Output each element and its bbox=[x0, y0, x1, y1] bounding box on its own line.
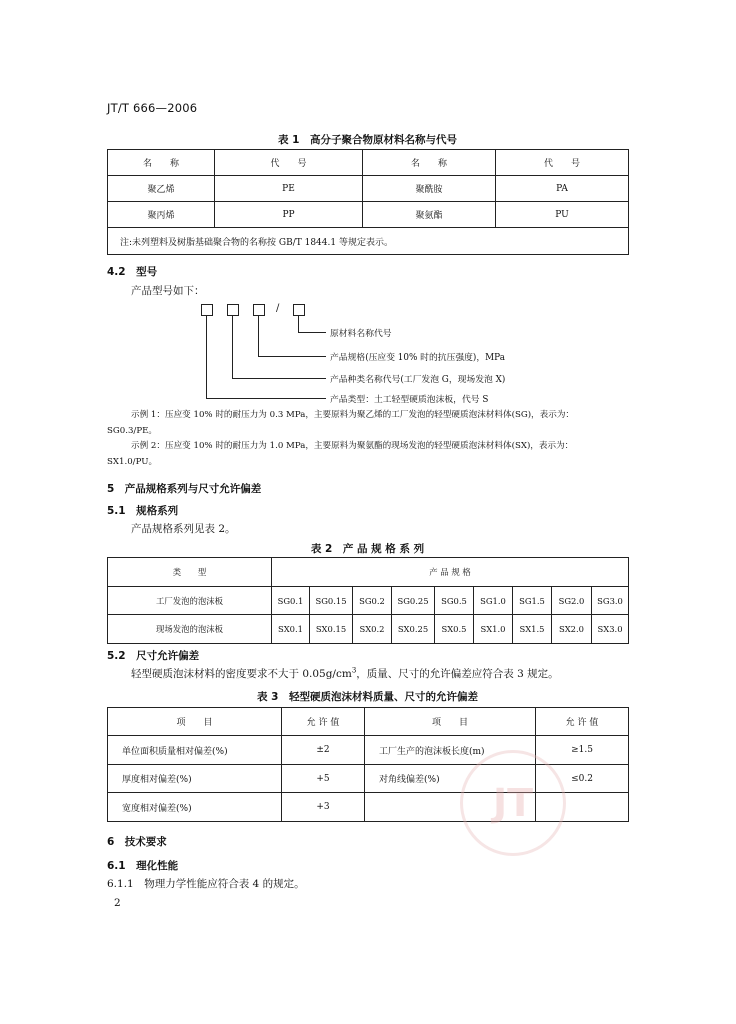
table1-note: 注:未列塑料及树脂基础聚合物的名称按 GB/T 1844.1 等规定表示。 bbox=[108, 228, 629, 255]
section-5-2-text-part2: ，质量、尺寸的允许偏差应符合表 3 规定。 bbox=[356, 668, 559, 680]
table3-header-cell: 项 目 bbox=[365, 708, 536, 736]
table-cell: 聚乙烯 bbox=[108, 176, 215, 202]
table-cell: 现场发泡的泡沫板 bbox=[108, 615, 272, 644]
section-5-2-text bbox=[131, 666, 559, 681]
table-row bbox=[108, 176, 629, 202]
table-cell: 单位面积质量相对偏差(%) bbox=[108, 736, 282, 765]
section-5-1-heading: 5.1 规格系列 bbox=[107, 505, 179, 517]
table-cell: 工厂生产的泡沫板长度(m) bbox=[365, 736, 536, 765]
table-cell: PP bbox=[215, 202, 363, 228]
table-cell: SG0.25 bbox=[392, 587, 435, 615]
connector-line bbox=[258, 356, 326, 357]
table2-header-row bbox=[108, 558, 629, 587]
table-cell: 聚丙烯 bbox=[108, 202, 215, 228]
table-cell: SG0.1 bbox=[272, 587, 310, 615]
section-6-1-1-text: 6.1.1 物理力学性能应符合表 4 的规定。 bbox=[107, 878, 305, 890]
table-cell: SX0.5 bbox=[435, 615, 474, 644]
section-6-1-heading: 6.1 理化性能 bbox=[107, 860, 179, 872]
model-box-type bbox=[201, 304, 213, 316]
table-cell: PE bbox=[215, 176, 363, 202]
table3-header-cell: 项 目 bbox=[108, 708, 282, 736]
table1-note-row bbox=[108, 228, 629, 255]
example-1-cont: SG0.3/PE。 bbox=[107, 426, 157, 436]
model-box-material bbox=[293, 304, 305, 316]
table-cell: SG0.5 bbox=[435, 587, 474, 615]
table-cell: SG0.2 bbox=[353, 587, 392, 615]
section-5-1-text: 产品规格系列见表 2。 bbox=[131, 523, 236, 535]
table-row bbox=[108, 615, 629, 644]
label-product-type: 产品类型：土工轻型硬质泡沫板，代号 S bbox=[330, 395, 489, 405]
table-cell: 工厂发泡的泡沫板 bbox=[108, 587, 272, 615]
label-product-category: 产品种类名称代号(工厂发泡 G，现场发泡 X) bbox=[330, 375, 506, 385]
table-cell: +3 bbox=[282, 793, 365, 822]
table-cell: SX3.0 bbox=[592, 615, 629, 644]
table-cell: 聚氨酯 bbox=[363, 202, 496, 228]
section-5-2-heading: 5.2 尺寸允许偏差 bbox=[107, 650, 200, 662]
connector-line bbox=[298, 332, 326, 333]
table2 bbox=[107, 557, 629, 644]
table-cell: 对角线偏差(%) bbox=[365, 765, 536, 793]
table-cell: SX1.0 bbox=[474, 615, 513, 644]
table1-header-cell: 名 称 bbox=[108, 150, 215, 176]
model-box-category bbox=[227, 304, 239, 316]
table-cell: SG2.0 bbox=[552, 587, 592, 615]
model-box-spec bbox=[253, 304, 265, 316]
table-cell: 宽度相对偏差(%) bbox=[108, 793, 282, 822]
table1-header-row bbox=[108, 150, 629, 176]
table-row bbox=[108, 736, 629, 765]
table-cell: ≤0.2 bbox=[536, 765, 629, 793]
example-1: 示例 1：压应变 10% 时的耐压力为 0.3 MPa，主要原料为聚乙烯的工厂发泡的轻型硬质泡沫材料体(SG)，表示为： bbox=[131, 410, 575, 420]
jt-watermark-logo: JT bbox=[460, 750, 566, 856]
model-slash: / bbox=[276, 303, 280, 314]
connector-line bbox=[232, 316, 233, 378]
section-4-2-heading: 4.2 型号 bbox=[107, 266, 158, 278]
table1-caption: 表 1 高分子聚合物原材料名称与代号 bbox=[278, 134, 457, 146]
table-cell: PA bbox=[496, 176, 629, 202]
label-product-spec: 产品规格(压应变 10% 时的抗压强度)，MPa bbox=[330, 353, 505, 363]
table3-header-cell: 允 许 值 bbox=[536, 708, 629, 736]
table2-header-type: 类 型 bbox=[108, 558, 272, 587]
table3-header-cell: 允 许 值 bbox=[282, 708, 365, 736]
table3-caption: 表 3 轻型硬质泡沫材料质量、尺寸的允许偏差 bbox=[257, 691, 478, 703]
table-cell: SX1.5 bbox=[513, 615, 552, 644]
table-cell: SG0.15 bbox=[310, 587, 353, 615]
table-cell: SX0.25 bbox=[392, 615, 435, 644]
table2-caption: 表 2 产 品 规 格 系 列 bbox=[310, 543, 425, 555]
table1-header-cell: 代 号 bbox=[215, 150, 363, 176]
table-cell: SX2.0 bbox=[552, 615, 592, 644]
table1 bbox=[107, 149, 629, 255]
table-cell: SX0.15 bbox=[310, 615, 353, 644]
table-cell: 厚度相对偏差(%) bbox=[108, 765, 282, 793]
example-2-cont: SX1.0/PU。 bbox=[107, 457, 158, 467]
connector-line bbox=[206, 398, 326, 399]
section-5-2-text-part1: 轻型硬质泡沫材料的密度要求不大于 0.05g/cm bbox=[131, 668, 352, 680]
connector-line bbox=[232, 378, 326, 379]
label-material-code: 原材料名称代号 bbox=[330, 329, 392, 339]
table-cell: SX0.1 bbox=[272, 615, 310, 644]
table1-header-cell: 代 号 bbox=[496, 150, 629, 176]
table-cell: PU bbox=[496, 202, 629, 228]
connector-line bbox=[298, 316, 299, 332]
table2-header-spec: 产 品 规 格 bbox=[272, 558, 629, 587]
table-cell: SX0.2 bbox=[353, 615, 392, 644]
table-cell: ±2 bbox=[282, 736, 365, 765]
table-row bbox=[108, 202, 629, 228]
example-2: 示例 2：压应变 10% 时的耐压力为 1.0 MPa，主要原料为聚氨酯的现场发泡的轻型硬质泡沫材料体(SX)，表示为： bbox=[131, 441, 574, 451]
table-cell: +5 bbox=[282, 765, 365, 793]
table3-header-row bbox=[108, 708, 629, 736]
section-4-2-intro: 产品型号如下： bbox=[131, 285, 205, 297]
table-cell: SG1.0 bbox=[474, 587, 513, 615]
table-cell: SG3.0 bbox=[592, 587, 629, 615]
table-row bbox=[108, 587, 629, 615]
table-cell: SG1.5 bbox=[513, 587, 552, 615]
table-cell: ≥1.5 bbox=[536, 736, 629, 765]
section-6-heading: 6 技术要求 bbox=[107, 836, 167, 848]
table-cell: 聚酰胺 bbox=[363, 176, 496, 202]
document-code: JT/T 666—2006 bbox=[107, 101, 198, 115]
connector-line bbox=[206, 316, 207, 398]
connector-line bbox=[258, 316, 259, 356]
section-5-heading: 5 产品规格系列与尺寸允许偏差 bbox=[107, 483, 262, 495]
table1-header-cell: 名 称 bbox=[363, 150, 496, 176]
section-5-2-text-sup: 3 bbox=[351, 666, 357, 675]
page-number: 2 bbox=[114, 897, 121, 909]
